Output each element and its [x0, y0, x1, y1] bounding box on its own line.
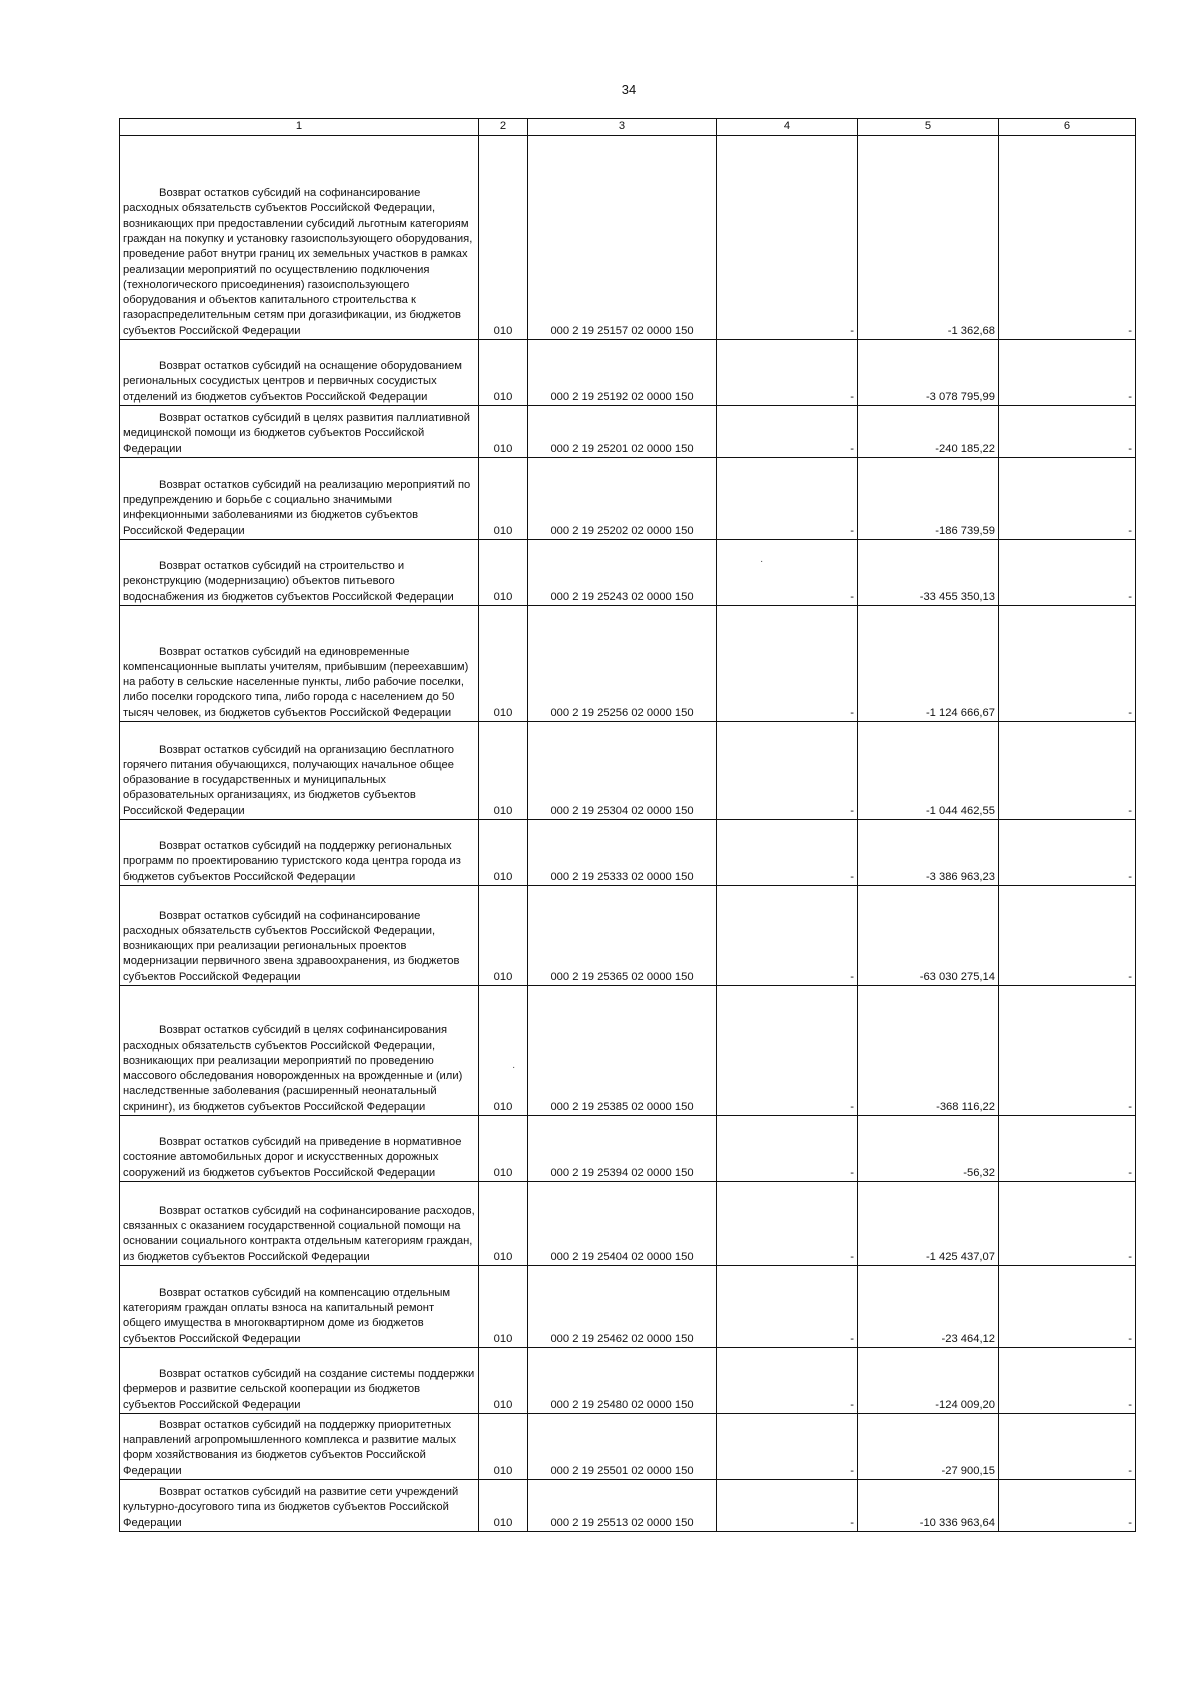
row-budget-code: 000 2 19 25333 02 0000 150 — [528, 820, 717, 886]
row-description-text: Возврат остатков субсидий на софинансирование расходов, связанных с оказанием государственной социальной помощи на основании социального контракта отдельным категориям граждан, из бюджетов субъектов Российской Федерации — [123, 1204, 475, 1263]
row-line-code: 010 — [479, 1266, 528, 1348]
table-row — [120, 606, 1136, 722]
scan-speck: · — [760, 556, 764, 567]
row-col5-value: -124 009,20 — [858, 1348, 999, 1414]
row-description-text: Возврат остатков субсидий на поддержку приоритетных направлений агропромышленного комплекса и развитие малых форм хозяйствования из бюджетов субъектов Российской Федерации — [123, 1418, 457, 1477]
table-row — [120, 1480, 1136, 1532]
table-row — [120, 1414, 1136, 1480]
row-line-code: 010 — [479, 886, 528, 986]
row-description-text: Возврат остатков субсидий на единовременные компенсационные выплаты учителям, прибывшим (переехавшим) на работу в сельские населенные пункты, либо рабочие поселки, либо поселки городского типа, либо города с населением до 50 тысяч человек, из бюджетов субъектов Российской Федерации — [123, 645, 469, 719]
row-line-code: 010 — [479, 1480, 528, 1532]
column-header-6: 6 — [999, 119, 1136, 136]
table-row — [120, 1182, 1136, 1266]
table-row — [120, 1348, 1136, 1414]
table-row — [120, 406, 1136, 458]
row-col5-value: -33 455 350,13 — [858, 540, 999, 606]
row-description-text: Возврат остатков субсидий на оснащение оборудованием региональных сосудистых центров и первичных сосудистых отделений из бюджетов субъектов Российской Федерации — [123, 360, 462, 403]
row-col5-value: -23 464,12 — [858, 1266, 999, 1348]
table-row — [120, 540, 1136, 606]
row-col6-value: - — [999, 540, 1136, 606]
row-line-code: 010 — [479, 986, 528, 1116]
row-col5-value: -1 124 666,67 — [858, 606, 999, 722]
row-description — [120, 722, 479, 820]
table-row — [120, 886, 1136, 986]
page-number: 34 — [621, 82, 637, 97]
table-row — [120, 136, 1136, 340]
column-header-4: 4 — [717, 119, 858, 136]
row-col5-value: -1 362,68 — [858, 136, 999, 340]
row-budget-code: 000 2 19 25304 02 0000 150 — [528, 722, 717, 820]
row-description — [120, 820, 479, 886]
row-col6-value: - — [999, 886, 1136, 986]
row-col4-value: - — [717, 886, 858, 986]
row-col5-value: -56,32 — [858, 1116, 999, 1182]
row-col4-value: - — [717, 458, 858, 540]
row-description-text: Возврат остатков субсидий на создание системы поддержки фермеров и развитие сельской кооперации из бюджетов субъектов Российской Федерации — [123, 1368, 475, 1411]
row-description — [120, 540, 479, 606]
row-col6-value: - — [999, 136, 1136, 340]
row-col6-value: - — [999, 986, 1136, 1116]
row-budget-code: 000 2 19 25404 02 0000 150 — [528, 1182, 717, 1266]
row-description — [120, 1266, 479, 1348]
row-description-text: Возврат остатков субсидий на софинансирование расходных обязательств субъектов Российской Федерации, возникающих при предоставлении субсидий льготным категориям граждан на покупку и установку газоиспользующего оборудования, проведение работ внутри границ их земельных участков в рамках реализации мероприятий по осуществлению подключения (технологического присоединения) газоиспользующего оборудования и объектов капитального строительства к газораспределительным сетям при догазификации, из бюджетов субъектов Российской Федерации — [123, 187, 473, 337]
row-col6-value: - — [999, 820, 1136, 886]
row-col6-value: - — [999, 722, 1136, 820]
row-col5-value: -10 336 963,64 — [858, 1480, 999, 1532]
row-col4-value: - — [717, 1480, 858, 1532]
table-row — [120, 1266, 1136, 1348]
column-header-5: 5 — [858, 119, 999, 136]
row-budget-code: 000 2 19 25394 02 0000 150 — [528, 1116, 717, 1182]
row-description — [120, 406, 479, 458]
row-description-text: Возврат остатков субсидий на поддержку региональных программ по проектированию туристского кода центра города из бюджетов субъектов Российской Федерации — [123, 840, 461, 883]
row-description-text: Возврат остатков субсидий на строительство и реконструкцию (модернизацию) объектов питьевого водоснабжения из бюджетов субъектов Российской Федерации — [123, 560, 454, 603]
row-description — [120, 1480, 479, 1532]
table-row — [120, 458, 1136, 540]
row-description-text: Возврат остатков субсидий на приведение в нормативное состояние автомобильных дорог и искусственных дорожных сооружений из бюджетов субъектов Российской Федерации — [123, 1136, 462, 1179]
row-description — [120, 986, 479, 1116]
row-col6-value: - — [999, 1266, 1136, 1348]
row-description — [120, 136, 479, 340]
row-col5-value: -3 078 795,99 — [858, 340, 999, 406]
row-col6-value: - — [999, 340, 1136, 406]
row-description-text: Возврат остатков субсидий на организацию бесплатного горячего питания обучающихся, получающих начальное общее образование в государственных и муниципальных образовательных организациях, из бюджетов субъектов Российской Федерации — [123, 743, 455, 817]
row-line-code: 010 — [479, 1116, 528, 1182]
row-description-text: Возврат остатков субсидий в целях развития паллиативной медицинской помощи из бюджетов субъектов Российской Федерации — [123, 412, 471, 455]
row-col6-value: - — [999, 458, 1136, 540]
row-line-code: 010 — [479, 722, 528, 820]
table-row — [120, 340, 1136, 406]
row-description — [120, 886, 479, 986]
row-line-code: 010 — [479, 340, 528, 406]
row-budget-code: 000 2 19 25513 02 0000 150 — [528, 1480, 717, 1532]
row-budget-code: 000 2 19 25201 02 0000 150 — [528, 406, 717, 458]
row-col4-value: - — [717, 136, 858, 340]
row-col4-value: - — [717, 340, 858, 406]
row-line-code: 010 — [479, 1348, 528, 1414]
row-line-code: 010 — [479, 540, 528, 606]
row-description — [120, 458, 479, 540]
row-col4-value: - — [717, 1414, 858, 1480]
report-table — [119, 118, 1136, 1532]
row-budget-code: 000 2 19 25385 02 0000 150 — [528, 986, 717, 1116]
row-col5-value: -63 030 275,14 — [858, 886, 999, 986]
row-col6-value: - — [999, 406, 1136, 458]
row-description — [120, 340, 479, 406]
row-col5-value: -240 185,22 — [858, 406, 999, 458]
row-line-code: 010 — [479, 1414, 528, 1480]
row-budget-code: 000 2 19 25501 02 0000 150 — [528, 1414, 717, 1480]
table-row — [120, 820, 1136, 886]
table-row — [120, 986, 1136, 1116]
row-budget-code: 000 2 19 25202 02 0000 150 — [528, 458, 717, 540]
row-budget-code: 000 2 19 25192 02 0000 150 — [528, 340, 717, 406]
row-col5-value: -1 425 437,07 — [858, 1182, 999, 1266]
row-col6-value: - — [999, 606, 1136, 722]
row-col4-value: - — [717, 540, 858, 606]
row-description — [120, 1348, 479, 1414]
row-budget-code: 000 2 19 25243 02 0000 150 — [528, 540, 717, 606]
column-number-row — [120, 119, 1136, 136]
row-col6-value: - — [999, 1182, 1136, 1266]
row-description — [120, 1414, 479, 1480]
row-col6-value: - — [999, 1480, 1136, 1532]
row-col5-value: -3 386 963,23 — [858, 820, 999, 886]
row-description-text: Возврат остатков субсидий на развитие сети учреждений культурно-досугового типа из бюджетов субъектов Российской Федерации — [123, 1486, 459, 1529]
row-line-code: 010 — [479, 458, 528, 540]
row-col5-value: -186 739,59 — [858, 458, 999, 540]
column-header-1: 1 — [120, 119, 479, 136]
row-description-text: Возврат остатков субсидий на софинансирование расходных обязательств субъектов Российской Федерации, возникающих при реализации региональных проектов модернизации первичного звена здравоохранения, из бюджетов субъектов Российской Федерации — [123, 909, 460, 983]
row-line-code: 010 — [479, 1182, 528, 1266]
row-line-code: 010 — [479, 406, 528, 458]
table-row — [120, 722, 1136, 820]
row-col5-value: -1 044 462,55 — [858, 722, 999, 820]
row-description-text: Возврат остатков субсидий на компенсацию отдельным категориям граждан оплаты взноса на капитальный ремонт общего имущества в многоквартирном доме из бюджетов субъектов Российской Федерации — [123, 1286, 451, 1345]
row-col5-value: -368 116,22 — [858, 986, 999, 1116]
row-col4-value: - — [717, 1348, 858, 1414]
row-budget-code: 000 2 19 25256 02 0000 150 — [528, 606, 717, 722]
row-col6-value: - — [999, 1116, 1136, 1182]
row-line-code: 010 — [479, 136, 528, 340]
scan-speck: · — [512, 1062, 516, 1073]
row-col5-value: -27 900,15 — [858, 1414, 999, 1480]
row-col6-value: - — [999, 1414, 1136, 1480]
row-col4-value: - — [717, 606, 858, 722]
column-header-2: 2 — [479, 119, 528, 136]
row-col4-value: - — [717, 1182, 858, 1266]
table-row — [120, 1116, 1136, 1182]
table-body — [120, 136, 1136, 1532]
row-col4-value: - — [717, 820, 858, 886]
row-description-text: Возврат остатков субсидий в целях софинансирования расходных обязательств субъектов Российской Федерации, возникающих при реализации мероприятий по проведению массового обследования новорожденных на врожденные и (или) наследственные заболевания (расширенный неонатальный скрининг), из бюджетов субъектов Российской Федерации — [123, 1024, 463, 1113]
row-line-code: 010 — [479, 820, 528, 886]
row-col4-value: - — [717, 722, 858, 820]
row-col4-value: - — [717, 986, 858, 1116]
row-budget-code: 000 2 19 25157 02 0000 150 — [528, 136, 717, 340]
row-description — [120, 1116, 479, 1182]
row-col4-value: - — [717, 1116, 858, 1182]
row-col4-value: - — [717, 1266, 858, 1348]
row-budget-code: 000 2 19 25462 02 0000 150 — [528, 1266, 717, 1348]
row-description — [120, 606, 479, 722]
row-budget-code: 000 2 19 25365 02 0000 150 — [528, 886, 717, 986]
row-col6-value: - — [999, 1348, 1136, 1414]
row-description-text: Возврат остатков субсидий на реализацию мероприятий по предупреждению и борьбе с социально значимыми инфекционными заболеваниями из бюджетов субъектов Российской Федерации — [123, 478, 471, 537]
row-budget-code: 000 2 19 25480 02 0000 150 — [528, 1348, 717, 1414]
row-description — [120, 1182, 479, 1266]
row-col4-value: - — [717, 406, 858, 458]
column-header-3: 3 — [528, 119, 717, 136]
row-line-code: 010 — [479, 606, 528, 722]
